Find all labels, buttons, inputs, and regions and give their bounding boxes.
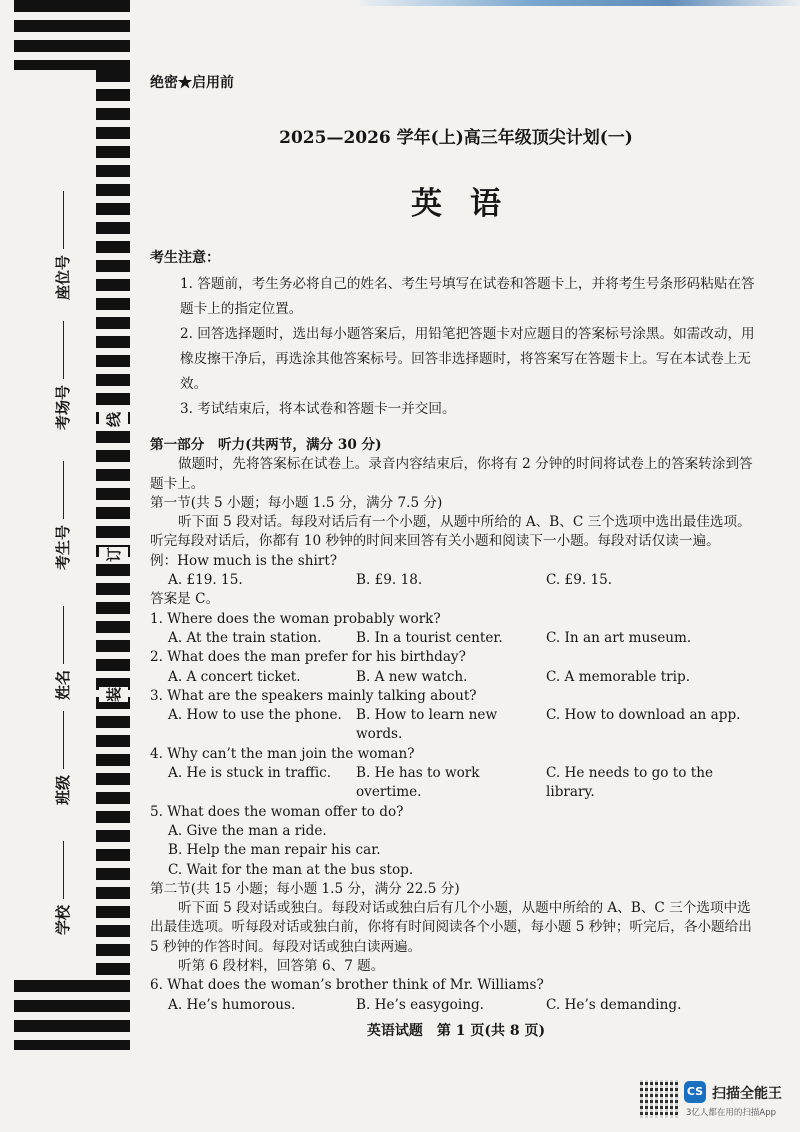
question-5: 5. What does the woman offer to do? xyxy=(150,803,404,820)
binding-strip xyxy=(14,0,130,1050)
binding-mark-bind: 装 xyxy=(99,687,128,702)
option-a: A. How to use the phone. xyxy=(168,707,342,724)
exam-room-field: 考场号 xyxy=(52,321,73,430)
question-1: 1. Where does the woman probably work? xyxy=(150,610,441,627)
part1-intro: 做题时，先将答案标在试卷上。录音内容结束后，你将有 2 分钟的时间将试卷上的答案转涂到答题卡上。 xyxy=(150,456,753,492)
notice-item: 2. 回答选择题时，选出每小题答案后，用铅笔把答题卡对应题目的答案标号涂黑。如需改动，用橡皮擦干净后，再选涂其他答案标号。回答非选择题时，将答案写在答题卡上。写在本试卷上无效。 xyxy=(180,326,755,392)
question-2-options xyxy=(168,668,762,687)
question-3: 3. What are the speakers mainly talking about? xyxy=(150,687,477,704)
option-b: B. He has to work overtime. xyxy=(356,765,480,801)
section2-intro: 听下面 5 段对话或独白。每段对话或独白后有几个小题，从题中所给的 A、B、C 三个选项中选出最佳选项。听每段对话或独白前，你将有时间阅读各个小题，每小题 5 秒钟；听完后，各小题给出 5 秒钟的作答时间。每段对话或独白读两遍。 xyxy=(150,900,752,955)
question-4-options xyxy=(168,764,762,803)
notice-item: 1. 答题前，考生务必将自己的姓名、考生号填写在试卷和答题卡上，并将考生号条形码粘贴在答题卡上的指定位置。 xyxy=(180,276,755,317)
option-a: A. At the train station. xyxy=(168,629,322,646)
binding-bars-inner xyxy=(96,70,130,975)
page-footer: 英语试题 第 1 页(共 8 页) xyxy=(366,1023,546,1039)
option-a: A. He is stuck in traffic. xyxy=(168,765,332,782)
camscanner-logo-icon: CS xyxy=(684,1081,706,1103)
scanner-tagline: 3亿人都在用的扫描App xyxy=(686,1108,777,1118)
scanner-app-name: 扫描全能王 xyxy=(712,1086,782,1102)
section1-intro: 听下面 5 段对话。每段对话后有一个小题，从题中所给的 A、B、C 三个选项中选出最佳选项。听完每段对话后，你都有 10 秒钟的时间来回答有关小题和阅读下一小题。每段对话仅读一遍。 xyxy=(150,514,751,550)
option-c: C. Wait for the man at the bus stop. xyxy=(168,861,414,878)
notice-item: 3. 考试结束后，将本试卷和答题卡一并交回。 xyxy=(180,401,456,417)
question-1-options xyxy=(168,629,762,648)
exam-title: 2025—2026 学年(上)高三年级顶尖计划(一) xyxy=(279,128,633,148)
question-6: 6. What does the woman’s brother think of Mr. Williams? xyxy=(150,977,544,994)
option-b: B. In a tourist center. xyxy=(356,629,503,646)
option-b: B. A new watch. xyxy=(356,668,468,685)
notice-heading: 考生注意： xyxy=(150,250,220,266)
option-b: B. £9. 18. xyxy=(356,572,423,589)
option-c: C. How to download an app. xyxy=(546,707,741,724)
qr-code-icon xyxy=(640,1080,678,1118)
school-field: 学校 xyxy=(52,841,73,935)
question-6-options xyxy=(168,996,762,1015)
question-4: 4. Why can’t the man join the woman? xyxy=(150,745,415,762)
question-3-options xyxy=(168,706,762,745)
binding-mark-line: 线 xyxy=(99,412,128,427)
section2-heading: 第二节(共 15 小题；每小题 1.5 分，满分 22.5 分) xyxy=(150,880,460,897)
example-question: 例：How much is the shirt? xyxy=(150,552,338,569)
option-c: C. In an art museum. xyxy=(546,629,692,646)
scan-edge xyxy=(360,0,800,6)
section1-heading: 第一节(共 5 小题；每小题 1.5 分，满分 7.5 分) xyxy=(150,494,443,511)
option-a: A. A concert ticket. xyxy=(168,668,301,685)
example-answer: 答案是 C。 xyxy=(150,591,220,608)
material-note: 听第 6 段材料，回答第 6、7 题。 xyxy=(178,958,385,975)
option-c: C. He’s demanding. xyxy=(546,996,682,1013)
option-c: C. A memorable trip. xyxy=(546,668,691,685)
seat-number-field: 座位号 xyxy=(52,191,73,300)
class-field: 班级 xyxy=(52,711,73,805)
option-a: A. £19. 15. xyxy=(168,572,243,589)
candidate-number-field: 考生号 xyxy=(52,461,73,570)
part1-heading: 第一部分 听力(共两节，满分 30 分) xyxy=(150,437,382,453)
notice-list xyxy=(180,272,762,422)
confidential-tag: 绝密★启用前 xyxy=(150,75,234,91)
option-b: B. How to learn new words. xyxy=(356,707,498,743)
option-b: B. He’s easygoing. xyxy=(356,996,484,1013)
binding-mark-staple: 订 xyxy=(99,547,128,562)
option-a: A. Give the man a ride. xyxy=(168,822,327,839)
option-a: A. He’s humorous. xyxy=(168,996,296,1013)
name-field: 姓名 xyxy=(52,606,73,700)
listening-part xyxy=(150,436,762,1015)
question-2: 2. What does the man prefer for his birthday? xyxy=(150,649,466,666)
example-options xyxy=(168,571,762,590)
option-c: C. He needs to go to the library. xyxy=(546,765,714,801)
subject-title: 英语 xyxy=(411,186,529,222)
option-c: C. £9. 15. xyxy=(546,572,613,589)
option-b: B. Help the man repair his car. xyxy=(168,842,381,859)
